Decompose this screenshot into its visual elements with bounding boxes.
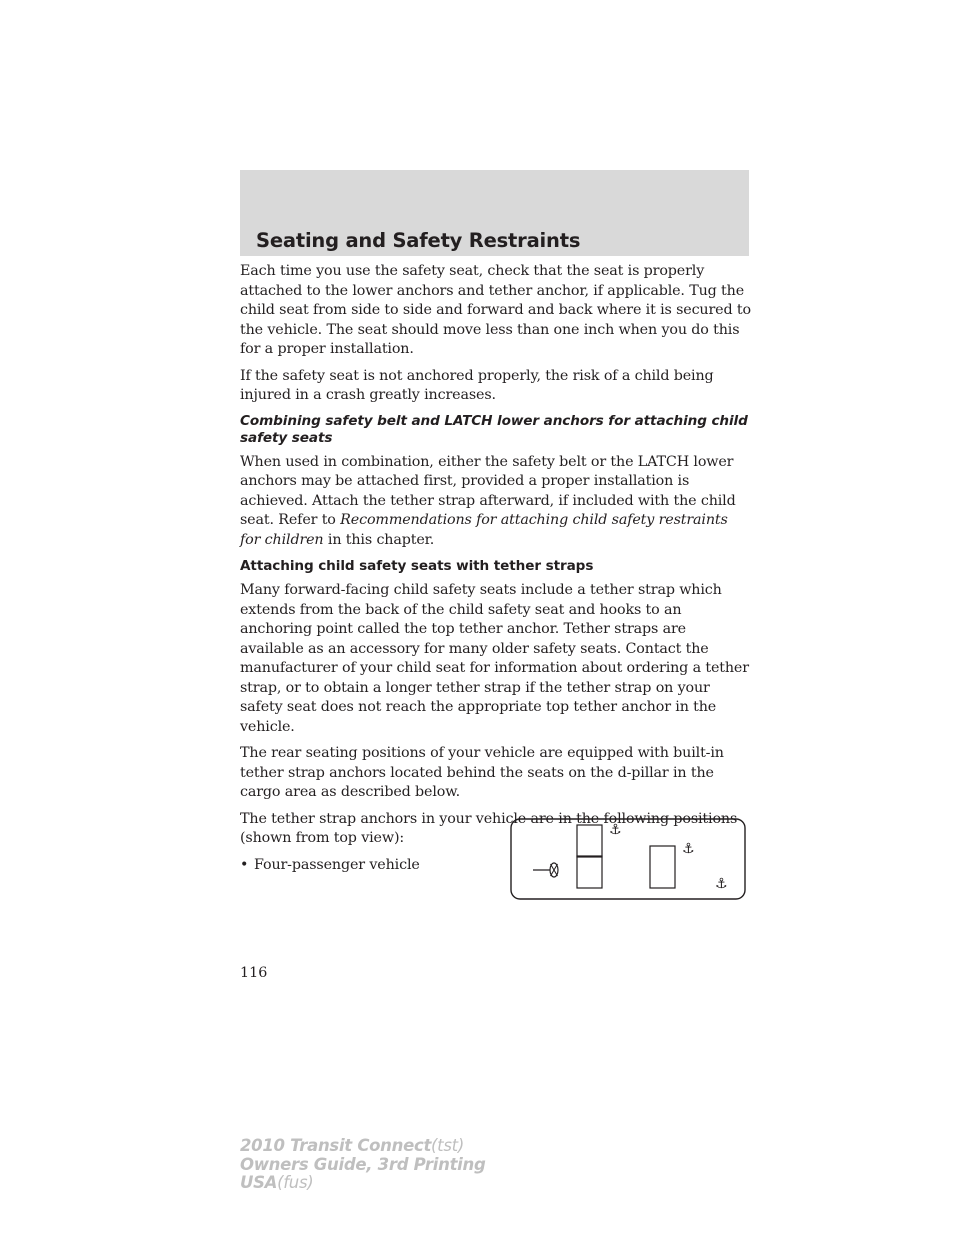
bullet: • [240, 856, 249, 873]
footer-line-model [240, 1137, 485, 1156]
list-item-text: Four-passenger vehicle [254, 856, 420, 873]
body-text [240, 262, 752, 875]
footer-line-guide: Owners Guide, 3rd Printing [240, 1154, 486, 1174]
cross-reference-link[interactable]: Recommendations for attaching child safety restraints for children [240, 512, 728, 548]
footer-line-market [240, 1174, 485, 1193]
paragraph-check-installation: Each time you use the safety seat, check that the seat is properly attached to the lower anchors and tether anchor, if applicable. Tug the child seat from side to side and forward and back where it is secured to the vehicle. The seat should move less than one inch when you do this for a proper installation. [240, 263, 751, 357]
footer-model-code: (tst) [431, 1136, 464, 1155]
footer-imprint [240, 1137, 485, 1193]
steering-wheel-icon [550, 863, 558, 877]
paragraph-tether-description: Many forward-facing child safety seats include a tether strap which extends from the back of the child safety seat and hooks to an anchoring point called the top tether anchor. Tether straps are available as an accessory for many older safety seats. Contact the manufacturer of your child seat for information about ordering a tether strap, or to obtain a longer tether strap if the tether strap on your safety seat does not reach the appropriate top tether anchor in the vehicle. [240, 582, 749, 735]
tether-anchor-diagram [510, 818, 746, 900]
vehicle-outline [511, 819, 745, 899]
subheading-tether-straps: Attaching child safety seats with tether straps [240, 558, 594, 574]
anchor-icon: ⚓ [715, 876, 728, 892]
front-right-seat [577, 825, 602, 857]
front-left-seat [577, 856, 602, 888]
paragraph-combination [240, 453, 752, 551]
section-title: Seating and Safety Restraints [256, 229, 581, 252]
anchor-icon: ⚓ [682, 841, 695, 857]
subheading-combining: Combining safety belt and LATCH lower anchors for attaching child safety seats [240, 412, 748, 446]
anchor-icon: ⚓ [609, 822, 622, 838]
paragraph-anchor-positions: The tether strap anchors in your vehicle are in the following positions (shown from top view): [240, 810, 738, 846]
rear-seat [650, 846, 675, 888]
footer-market-code: (fus) [277, 1173, 314, 1192]
paragraph-rear-seating: The rear seating positions of your vehicle are equipped with built-in tether strap anchors located behind the seats on the d-pillar in the cargo area as described below. [240, 745, 724, 800]
paragraph-risk-warning: If the safety seat is not anchored properly, the risk of a child being injured in a crash greatly increases. [240, 367, 714, 403]
paragraph-combination-start: When used in combination, either the safety belt or the LATCH lower anchors may be attached first, provided a proper installation is achieved. Attach the tether strap afterward, if included with the child seat. Refer to [240, 453, 736, 528]
page-number: 116 [240, 965, 268, 981]
footer-market: USA [240, 1173, 278, 1192]
footer-model: 2010 Transit Connect [240, 1136, 432, 1155]
paragraph-combination-end: in this chapter. [327, 531, 435, 548]
